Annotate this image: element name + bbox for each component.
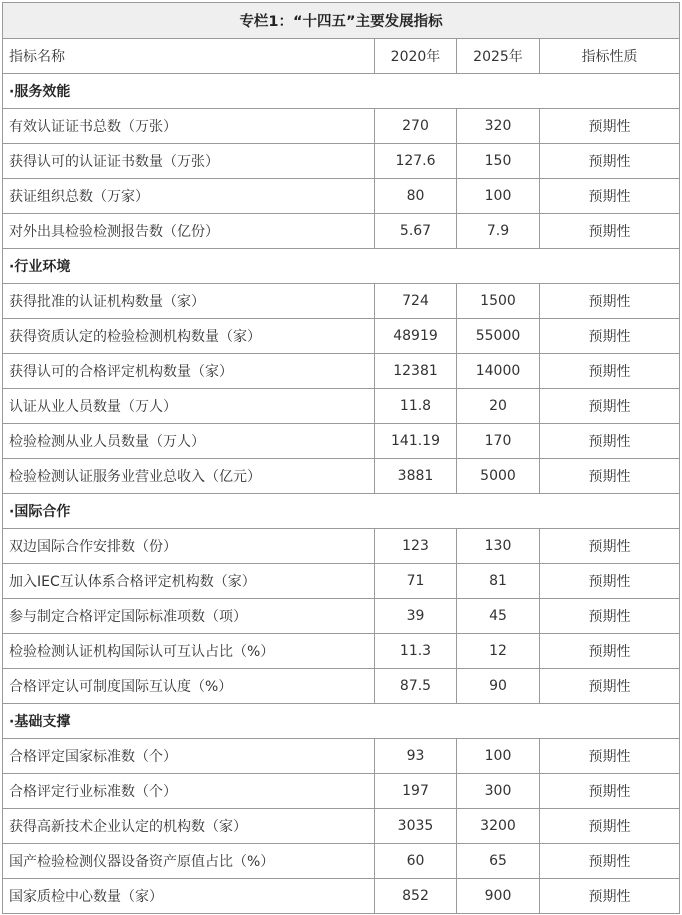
- value-2025-cell: 150: [457, 144, 540, 179]
- value-2025-cell: 3200: [457, 809, 540, 844]
- indicator-nature-cell: 预期性: [540, 284, 680, 319]
- value-2020-cell: 127.6: [375, 144, 457, 179]
- indicator-name-cell: 有效认证证书总数（万张）: [3, 109, 375, 144]
- indicator-nature-cell: 预期性: [540, 109, 680, 144]
- section-row: [3, 494, 680, 529]
- value-2025-cell: 100: [457, 179, 540, 214]
- indicator-nature-cell: 预期性: [540, 354, 680, 389]
- indicator-nature-cell: 预期性: [540, 809, 680, 844]
- table-row: [3, 424, 680, 459]
- value-2020-cell: 197: [375, 774, 457, 809]
- value-2025-cell: 320: [457, 109, 540, 144]
- indicator-name-cell: 获得高新技术企业认定的机构数（家）: [3, 809, 375, 844]
- table-row: [3, 354, 680, 389]
- value-2020-cell: 3035: [375, 809, 457, 844]
- table-row: [3, 459, 680, 494]
- value-2020-cell: 60: [375, 844, 457, 879]
- value-2025-cell: 300: [457, 774, 540, 809]
- indicator-name-cell: 获得资质认定的检验检测机构数量（家）: [3, 319, 375, 354]
- indicator-nature-cell: 预期性: [540, 669, 680, 704]
- section-row: [3, 74, 680, 109]
- indicator-name-cell: 获得认可的合格评定机构数量（家）: [3, 354, 375, 389]
- table-row: [3, 879, 680, 914]
- table-row: [3, 319, 680, 354]
- indicator-nature-cell: 预期性: [540, 844, 680, 879]
- header-year-2025: 2025年: [457, 39, 540, 74]
- table-row: [3, 389, 680, 424]
- value-2025-cell: 45: [457, 599, 540, 634]
- value-2025-cell: 900: [457, 879, 540, 914]
- indicator-name-cell: 国家质检中心数量（家）: [3, 879, 375, 914]
- value-2025-cell: 90: [457, 669, 540, 704]
- indicator-nature-cell: 预期性: [540, 424, 680, 459]
- value-2020-cell: 3881: [375, 459, 457, 494]
- indicator-name-cell: 合格评定行业标准数（个）: [3, 774, 375, 809]
- value-2025-cell: 81: [457, 564, 540, 599]
- value-2025-cell: 170: [457, 424, 540, 459]
- value-2025-cell: 5000: [457, 459, 540, 494]
- table-row: [3, 634, 680, 669]
- indicator-name-cell: 获证组织总数（万家）: [3, 179, 375, 214]
- value-2020-cell: 5.67: [375, 214, 457, 249]
- value-2020-cell: 80: [375, 179, 457, 214]
- header-indicator-nature: 指标性质: [540, 39, 680, 74]
- value-2025-cell: 1500: [457, 284, 540, 319]
- value-2020-cell: 48919: [375, 319, 457, 354]
- table-row: [3, 599, 680, 634]
- indicator-nature-cell: 预期性: [540, 739, 680, 774]
- indicator-name-cell: 参与制定合格评定国际标准项数（项）: [3, 599, 375, 634]
- header-indicator-name: 指标名称: [3, 39, 375, 74]
- table-row: [3, 739, 680, 774]
- indicator-nature-cell: 预期性: [540, 564, 680, 599]
- value-2025-cell: 130: [457, 529, 540, 564]
- table-row: [3, 529, 680, 564]
- value-2025-cell: 20: [457, 389, 540, 424]
- value-2025-cell: 12: [457, 634, 540, 669]
- value-2020-cell: 11.8: [375, 389, 457, 424]
- value-2020-cell: 93: [375, 739, 457, 774]
- value-2025-cell: 7.9: [457, 214, 540, 249]
- value-2020-cell: 852: [375, 879, 457, 914]
- value-2020-cell: 141.19: [375, 424, 457, 459]
- value-2025-cell: 65: [457, 844, 540, 879]
- table-row: [3, 214, 680, 249]
- indicator-name-cell: 国产检验检测仪器设备资产原值占比（%）: [3, 844, 375, 879]
- table-row: [3, 669, 680, 704]
- indicator-name-cell: 检验检测从业人员数量（万人）: [3, 424, 375, 459]
- indicator-nature-cell: 预期性: [540, 214, 680, 249]
- table-row: [3, 284, 680, 319]
- indicator-nature-cell: 预期性: [540, 319, 680, 354]
- section-heading: ·国际合作: [3, 494, 680, 529]
- section-heading: ·行业环境: [3, 249, 680, 284]
- indicator-name-cell: 获得批准的认证机构数量（家）: [3, 284, 375, 319]
- value-2025-cell: 55000: [457, 319, 540, 354]
- table-header-row: [3, 39, 680, 74]
- value-2020-cell: 123: [375, 529, 457, 564]
- table-title-row: [3, 3, 680, 39]
- table-row: [3, 179, 680, 214]
- value-2020-cell: 12381: [375, 354, 457, 389]
- indicator-name-cell: 加入IEC互认体系合格评定机构数（家）: [3, 564, 375, 599]
- indicator-nature-cell: 预期性: [540, 879, 680, 914]
- value-2025-cell: 100: [457, 739, 540, 774]
- indicator-nature-cell: 预期性: [540, 459, 680, 494]
- indicator-nature-cell: 预期性: [540, 774, 680, 809]
- indicator-name-cell: 合格评定国家标准数（个）: [3, 739, 375, 774]
- indicator-name-cell: 检验检测认证机构国际认可互认占比（%）: [3, 634, 375, 669]
- section-row: [3, 249, 680, 284]
- indicators-table-body: [3, 3, 680, 914]
- header-year-2020: 2020年: [375, 39, 457, 74]
- table-row: [3, 109, 680, 144]
- value-2025-cell: 14000: [457, 354, 540, 389]
- indicator-name-cell: 获得认可的认证证书数量（万张）: [3, 144, 375, 179]
- value-2020-cell: 11.3: [375, 634, 457, 669]
- indicator-nature-cell: 预期性: [540, 144, 680, 179]
- indicator-nature-cell: 预期性: [540, 599, 680, 634]
- value-2020-cell: 71: [375, 564, 457, 599]
- value-2020-cell: 39: [375, 599, 457, 634]
- indicator-name-cell: 认证从业人员数量（万人）: [3, 389, 375, 424]
- table-row: [3, 774, 680, 809]
- table-title: 专栏1：“十四五”主要发展指标: [3, 3, 680, 39]
- indicator-nature-cell: 预期性: [540, 179, 680, 214]
- indicators-table: [2, 2, 680, 914]
- section-heading: ·服务效能: [3, 74, 680, 109]
- table-row: [3, 809, 680, 844]
- table-row: [3, 844, 680, 879]
- indicator-name-cell: 合格评定认可制度国际互认度（%）: [3, 669, 375, 704]
- section-heading: ·基础支撑: [3, 704, 680, 739]
- indicator-name-cell: 双边国际合作安排数（份）: [3, 529, 375, 564]
- indicator-nature-cell: 预期性: [540, 634, 680, 669]
- table-row: [3, 144, 680, 179]
- value-2020-cell: 87.5: [375, 669, 457, 704]
- indicator-name-cell: 对外出具检验检测报告数（亿份）: [3, 214, 375, 249]
- table-row: [3, 564, 680, 599]
- indicator-name-cell: 检验检测认证服务业营业总收入（亿元）: [3, 459, 375, 494]
- section-row: [3, 704, 680, 739]
- value-2020-cell: 724: [375, 284, 457, 319]
- value-2020-cell: 270: [375, 109, 457, 144]
- indicator-nature-cell: 预期性: [540, 389, 680, 424]
- indicator-nature-cell: 预期性: [540, 529, 680, 564]
